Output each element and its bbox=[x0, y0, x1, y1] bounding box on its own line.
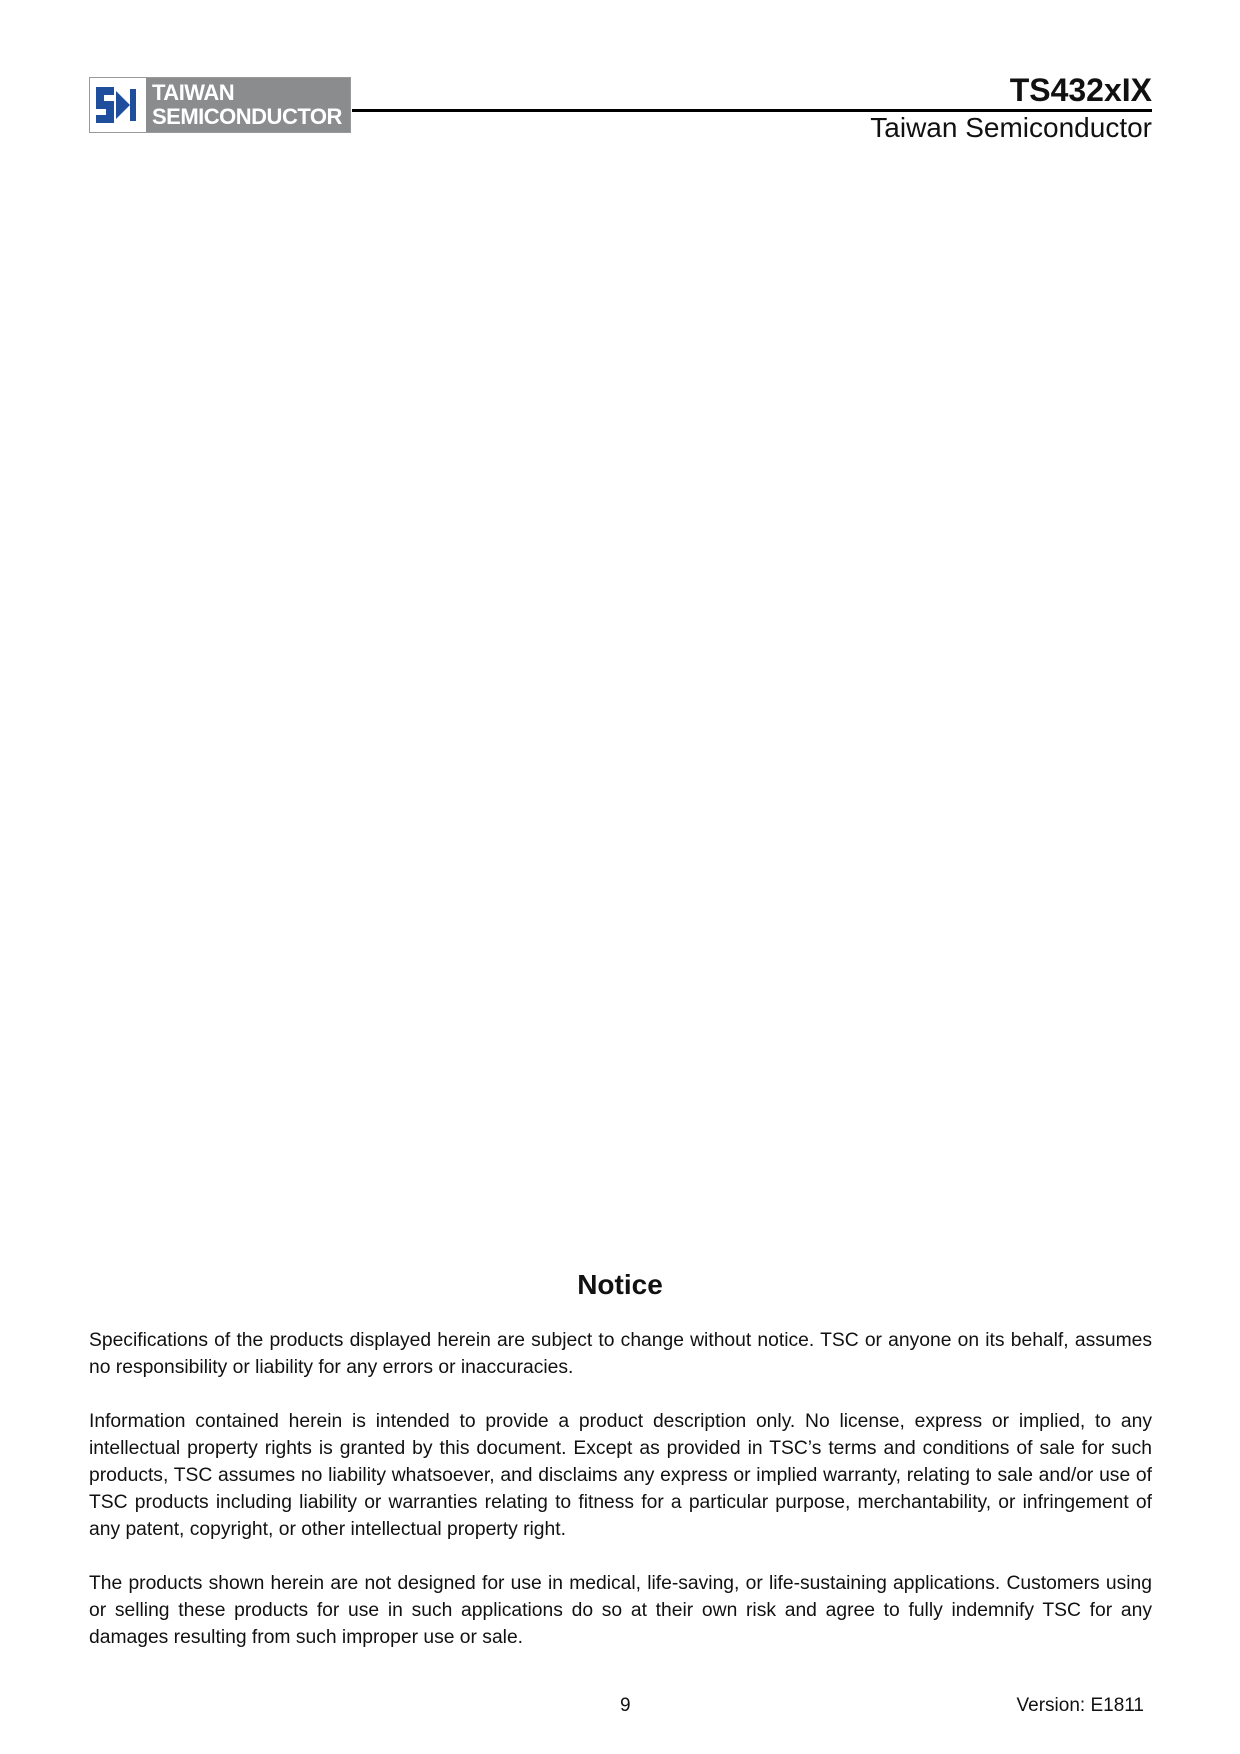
tsc-logo-icon bbox=[90, 78, 146, 132]
notice-paragraph-2: Information contained herein is intended to provide a product description only. No license, express or implied, to any intellectual property rights is granted by this document. Except as provided in TSC’s terms and conditions of sale for such products, TSC assumes no liability whatsoever, and disclaims any express or implied warranty, relating to sale and/or use of TSC products including liability or warranties relating to fitness for a particular purpose, merchantability, or infringement of any patent, copyright, or other intellectual property right. bbox=[89, 1411, 1152, 1540]
page-number: 9 bbox=[620, 1695, 631, 1716]
version-label: Version: E1811 bbox=[1016, 1695, 1144, 1716]
company-logo bbox=[89, 77, 351, 133]
logo-line-2: SEMICONDUCTOR bbox=[152, 104, 342, 129]
logo-wordmark bbox=[146, 78, 350, 132]
company-name: Taiwan Semiconductor bbox=[870, 112, 1152, 143]
notice-paragraph-1: Specifications of the products displayed herein are subject to change without notice. TSC or anyone on its behalf, assumes no responsibility or liability for any errors or inaccuracies. bbox=[89, 1330, 1152, 1378]
notice-body bbox=[89, 1327, 1152, 1678]
document-title: TS432xIX bbox=[1009, 72, 1152, 108]
notice-paragraph-3: The products shown herein are not designed for use in medical, life-saving, or life-sustaining applications. Customers using or selling these products for use in such applications do so at their own risk and agree to fully indemnify TSC for any damages resulting from such improper use or sale. bbox=[89, 1573, 1152, 1648]
notice-heading: Notice bbox=[577, 1269, 663, 1300]
logo-line-1: TAIWAN bbox=[152, 80, 235, 105]
